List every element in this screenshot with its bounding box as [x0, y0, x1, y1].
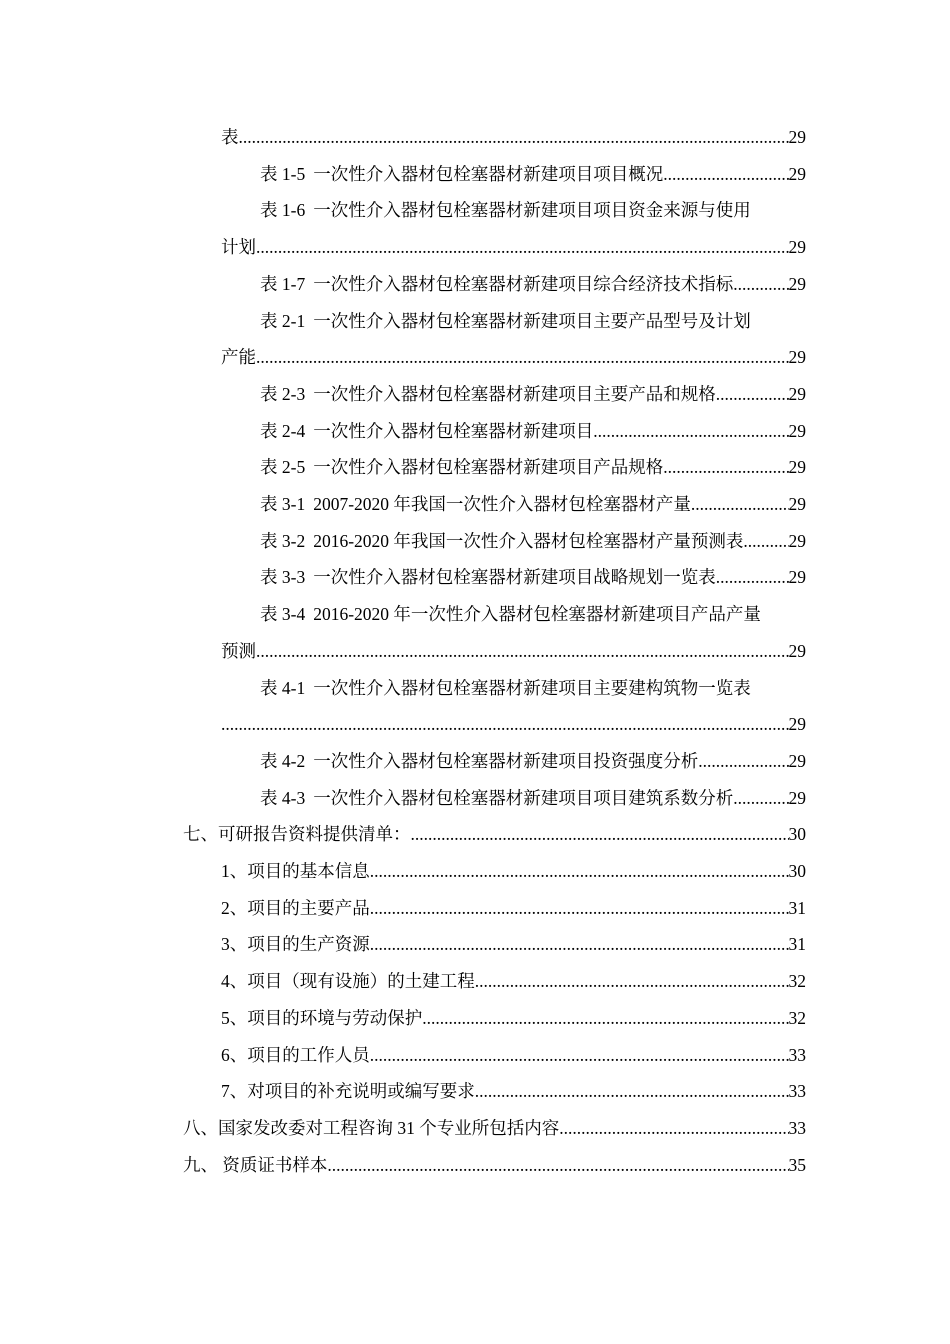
toc-entry-label — [260, 418, 593, 444]
toc-table-code: 表 3-4 — [260, 604, 306, 624]
toc-line — [0, 858, 950, 884]
toc-entry-heading[interactable] — [260, 601, 761, 627]
toc-entry[interactable] — [260, 564, 806, 590]
toc-line — [0, 638, 950, 664]
dot-leader — [221, 711, 789, 737]
toc-entry-label — [221, 1042, 370, 1068]
toc-entry-text: 七、可研报告资料提供清单： — [183, 824, 411, 844]
toc-entry-label — [183, 821, 411, 847]
toc-line — [0, 601, 950, 627]
dot-leader — [370, 1042, 789, 1068]
toc-entry-text: 2016-2020 年我国一次性介入器材包栓塞器材产量预测表 — [313, 531, 744, 551]
dot-leader — [593, 418, 788, 444]
toc-page-number: 33 — [788, 1118, 806, 1138]
toc-entry-text: 预测 — [221, 641, 256, 661]
toc-entry-label — [221, 895, 370, 921]
toc-entry[interactable] — [260, 748, 806, 774]
toc-entry[interactable] — [221, 638, 806, 664]
toc-entry[interactable] — [221, 968, 806, 994]
toc-entry-text: 3、项目的生产资源 — [221, 934, 370, 954]
toc-entry[interactable] — [221, 344, 806, 370]
dot-leader — [256, 234, 789, 260]
toc-entry-heading[interactable] — [260, 197, 751, 223]
toc-entry-text: 一次性介入器材包栓塞器材新建项目综合经济技术指标 — [313, 274, 734, 294]
toc-table-code: 表 1-5 — [260, 164, 306, 184]
toc-entry-text: 4、项目（现有设施）的土建工程 — [221, 971, 475, 991]
toc-entry-label — [221, 1078, 475, 1104]
toc-entry-text: 九、 资质证书样本 — [183, 1155, 328, 1175]
toc-entry-text: 一次性介入器材包栓塞器材新建项目主要建构筑物一览表 — [313, 678, 751, 698]
toc-line — [0, 1115, 950, 1141]
toc-table-code: 表 1-6 — [260, 200, 306, 220]
toc-line — [0, 931, 950, 957]
toc-entry[interactable] — [260, 785, 806, 811]
toc-page-number: 29 — [788, 714, 806, 734]
toc-page-number: 29 — [788, 494, 806, 514]
toc-entry-label — [260, 381, 716, 407]
dot-leader — [370, 895, 789, 921]
toc-entry[interactable] — [221, 1078, 806, 1104]
toc-entry-label — [221, 124, 239, 150]
toc-entry-text: 一次性介入器材包栓塞器材新建项目投资强度分析 — [313, 751, 699, 771]
toc-entry-text: 表 — [221, 127, 239, 147]
toc-entry[interactable] — [183, 1152, 806, 1178]
toc-entry-label — [260, 785, 733, 811]
toc-page-number: 33 — [788, 1045, 806, 1065]
toc-entry[interactable] — [260, 454, 806, 480]
toc-entry-text: 6、项目的工作人员 — [221, 1045, 370, 1065]
toc-entry-text: 八、国家发改委对工程咨询 31 个专业所包括内容 — [183, 1118, 560, 1138]
toc-entry-label — [260, 564, 716, 590]
dot-leader — [559, 1115, 788, 1141]
toc-table-code: 表 1-7 — [260, 274, 306, 294]
toc-entry-text: 一次性介入器材包栓塞器材新建项目战略规划一览表 — [313, 567, 716, 587]
toc-entry-heading[interactable] — [260, 675, 751, 701]
toc-line — [0, 1042, 950, 1068]
dot-leader — [256, 638, 789, 664]
toc-line — [0, 491, 950, 517]
toc-entry[interactable] — [183, 1115, 806, 1141]
toc-entry[interactable] — [221, 858, 806, 884]
dot-leader — [743, 528, 788, 554]
dot-leader — [733, 271, 788, 297]
toc-table-code: 表 3-2 — [260, 531, 306, 551]
toc-entry[interactable] — [260, 271, 806, 297]
toc-table-code: 表 4-1 — [260, 678, 306, 698]
toc-line — [0, 1152, 950, 1178]
toc-entry-text: 产能 — [221, 347, 256, 367]
toc-entry[interactable] — [260, 491, 806, 517]
toc-line — [0, 234, 950, 260]
dot-leader — [475, 1078, 789, 1104]
toc-entry[interactable] — [183, 821, 806, 847]
toc-line — [0, 271, 950, 297]
toc-page-number: 29 — [788, 567, 806, 587]
toc-line — [0, 124, 950, 150]
toc-page-number: 29 — [788, 347, 806, 367]
dot-leader — [691, 491, 789, 517]
toc-entry[interactable] — [221, 931, 806, 957]
dot-leader — [411, 821, 789, 847]
dot-leader — [698, 748, 788, 774]
toc-entry[interactable] — [260, 381, 806, 407]
toc-entry-text: 1、项目的基本信息 — [221, 861, 370, 881]
toc-line — [0, 418, 950, 444]
toc-entry-heading[interactable] — [260, 308, 751, 334]
toc-page-number: 35 — [788, 1155, 806, 1175]
toc-line — [0, 528, 950, 554]
toc-entry[interactable] — [221, 1005, 806, 1031]
toc-line — [0, 895, 950, 921]
toc-line — [0, 381, 950, 407]
toc-page-number: 32 — [788, 971, 806, 991]
toc-page-number: 29 — [788, 164, 806, 184]
toc-page-number: 29 — [788, 384, 806, 404]
toc-page-number: 29 — [788, 751, 806, 771]
toc-entry[interactable] — [221, 234, 806, 260]
toc-line — [0, 785, 950, 811]
toc-line — [0, 564, 950, 590]
toc-page-number: 33 — [788, 1081, 806, 1101]
toc-entry-text: 一次性介入器材包栓塞器材新建项目项目概况 — [313, 164, 664, 184]
toc-line — [0, 1078, 950, 1104]
toc-line — [0, 711, 950, 737]
toc-entry-label — [221, 1005, 422, 1031]
toc-line — [0, 675, 950, 701]
dot-leader — [370, 858, 789, 884]
toc-table-code: 表 3-1 — [260, 494, 306, 514]
dot-leader — [475, 968, 789, 994]
toc-entry-text: 计划 — [221, 237, 256, 257]
toc-entry-text: 2016-2020 年一次性介入器材包栓塞器材新建项目产品产量 — [313, 604, 761, 624]
toc-page-number: 31 — [788, 898, 806, 918]
toc-page-number: 29 — [788, 457, 806, 477]
toc-entry-label — [221, 968, 475, 994]
toc-entry[interactable] — [221, 1042, 806, 1068]
toc-entry[interactable] — [260, 161, 806, 187]
toc-entry-text: 5、项目的环境与劳动保护 — [221, 1008, 423, 1028]
dot-leader — [733, 785, 788, 811]
toc-entry-text: 一次性介入器材包栓塞器材新建项目项目资金来源与使用 — [313, 200, 751, 220]
toc-entry[interactable] — [260, 528, 806, 554]
toc-table-code: 表 4-3 — [260, 788, 306, 808]
toc-entry-text: 一次性介入器材包栓塞器材新建项目 — [313, 421, 594, 441]
toc-entry-label — [260, 454, 663, 480]
toc-entry-label — [260, 748, 698, 774]
toc-entry-label — [260, 161, 663, 187]
toc-entry-label — [221, 234, 256, 260]
toc-page-number: 29 — [788, 274, 806, 294]
toc-entry-label — [183, 1115, 559, 1141]
toc-line — [0, 197, 950, 223]
dot-leader — [716, 381, 789, 407]
toc-line — [0, 161, 950, 187]
toc-page-number: 29 — [788, 421, 806, 441]
toc-page-number: 29 — [788, 237, 806, 257]
toc-entry-text: 2007-2020 年我国一次性介入器材包栓塞器材产量 — [313, 494, 691, 514]
toc-entry[interactable] — [260, 418, 806, 444]
toc-entry[interactable] — [221, 124, 806, 150]
toc-line — [0, 968, 950, 994]
toc-line — [0, 748, 950, 774]
toc-table-code: 表 3-3 — [260, 567, 306, 587]
toc-line — [0, 308, 950, 334]
toc-entry-text: 一次性介入器材包栓塞器材新建项目主要产品和规格 — [313, 384, 716, 404]
toc-table-code: 表 2-1 — [260, 311, 306, 331]
toc-table-code: 表 2-4 — [260, 421, 306, 441]
toc-entry[interactable] — [221, 895, 806, 921]
dot-leader — [422, 1005, 788, 1031]
toc-page-number: 32 — [788, 1008, 806, 1028]
toc-line — [0, 1005, 950, 1031]
toc-page-number: 30 — [788, 824, 806, 844]
toc-entry-text: 7、对项目的补充说明或编写要求 — [221, 1081, 475, 1101]
toc-entry-text: 一次性介入器材包栓塞器材新建项目产品规格 — [313, 457, 664, 477]
toc-line — [0, 454, 950, 480]
toc-line — [0, 344, 950, 370]
toc-entry-text: 一次性介入器材包栓塞器材新建项目主要产品型号及计划 — [313, 311, 751, 331]
dot-leader — [327, 1152, 788, 1178]
toc-table-code: 表 2-5 — [260, 457, 306, 477]
toc-page-number: 30 — [788, 861, 806, 881]
toc-page-number: 29 — [788, 641, 806, 661]
toc-page-number: 29 — [788, 788, 806, 808]
toc-entry-label — [221, 638, 256, 664]
toc-table-code: 表 4-2 — [260, 751, 306, 771]
toc-entry[interactable] — [221, 711, 806, 737]
dot-leader — [716, 564, 789, 590]
toc-entry-text: 2、项目的主要产品 — [221, 898, 370, 918]
dot-leader — [370, 931, 789, 957]
toc-page-number: 29 — [788, 531, 806, 551]
dot-leader — [663, 161, 788, 187]
dot-leader — [239, 124, 789, 150]
toc-entry-label — [221, 858, 370, 884]
toc-table-code: 表 2-3 — [260, 384, 306, 404]
toc-line — [0, 821, 950, 847]
toc-page-number: 29 — [788, 127, 806, 147]
dot-leader — [256, 344, 789, 370]
toc-entry-text: 一次性介入器材包栓塞器材新建项目项目建筑系数分析 — [313, 788, 734, 808]
toc-entry-label — [221, 344, 256, 370]
toc-entry-label — [260, 528, 743, 554]
toc-page-number: 31 — [788, 934, 806, 954]
toc-entry-label — [183, 1152, 327, 1178]
toc-entry-label — [221, 931, 370, 957]
toc-entry-label — [260, 271, 733, 297]
toc-entry-label — [260, 491, 691, 517]
dot-leader — [663, 454, 788, 480]
